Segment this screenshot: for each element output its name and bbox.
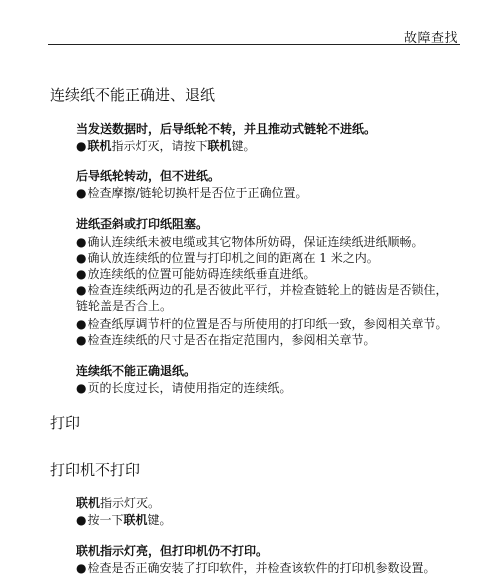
solution-line: [76, 315, 448, 332]
online-indicator-label: 联机: [76, 496, 101, 510]
solution-line-continued: [76, 297, 172, 314]
solution-text: 页的长度过长，请使用指定的连续纸。: [87, 381, 292, 395]
bullet-icon: ●: [76, 267, 87, 281]
solution-text: 键。: [231, 139, 256, 153]
problem-text: 指示灯灭。: [100, 496, 161, 510]
solution-line: [76, 281, 448, 298]
solution-text: 指示灯灭，请按下: [111, 139, 208, 153]
bullet-icon: ●: [76, 283, 87, 297]
header-title: 故障查找: [403, 31, 458, 46]
solution-line: [76, 379, 292, 396]
problem-title: 进纸歪斜或打印纸阻塞。: [76, 217, 209, 231]
section-title-continuous-paper: 连续纸不能正确进、退纸: [50, 86, 216, 104]
solution-line: [76, 511, 172, 528]
bullet-icon: ●: [76, 513, 87, 527]
bullet-icon: ●: [76, 333, 87, 347]
solution-line: [76, 265, 316, 282]
solution-line: [76, 331, 376, 348]
bullet-icon: ●: [76, 561, 87, 575]
solution-text: 确认连续纸未被电缆或其它物体所妨碍，保证连续纸进纸顺畅。: [87, 235, 424, 249]
problem-title: 当发送数据时，后导纸轮不转，并且推动式链轮不进纸。: [76, 122, 377, 136]
solution-text: 确认放连续纸的位置与打印机之间的距离在 1 米之内。: [87, 251, 379, 265]
bullet-icon: ●: [76, 251, 87, 265]
bullet-icon: ●: [76, 186, 87, 200]
solution-line: [76, 249, 379, 266]
problem-title: 后导纸轮转动，但不进纸。: [76, 169, 221, 183]
bullet-icon: ●: [76, 139, 87, 153]
problem-title: 连续纸不能正确退纸。: [76, 364, 197, 378]
online-key-label: 联机: [87, 139, 112, 153]
header-divider: [48, 44, 460, 45]
bullet-icon: ●: [76, 317, 87, 331]
section-title-printer-not-printing: 打印机不打印: [50, 461, 141, 479]
solution-line: [76, 184, 308, 201]
bullet-icon: ●: [76, 235, 87, 249]
solution-text: 检查纸厚调节杆的位置是否与所使用的打印纸一致，参阅相关章节。: [87, 317, 448, 331]
online-key-label: 联机: [207, 139, 232, 153]
solution-text: 按一下: [87, 513, 124, 527]
solution-text: 放连续纸的位置可能妨碍连续纸垂直进纸。: [87, 267, 316, 281]
section-title-printing: 打印: [50, 414, 81, 432]
solution-text: 检查是否正确安装了打印软件，并检查该软件的打印机参数设置。: [87, 561, 436, 575]
solution-text: 键。: [147, 513, 172, 527]
online-key-label: 联机: [123, 513, 148, 527]
solution-line: [76, 137, 256, 154]
bullet-icon: ●: [76, 381, 87, 395]
problem-title: [76, 494, 160, 511]
solution-text: 链轮盖是否合上。: [76, 299, 173, 313]
solution-line: [76, 233, 424, 250]
solution-text: 检查连续纸的尺寸是否在指定范围内，参阅相关章节。: [87, 333, 376, 347]
solution-text: 检查连续纸两边的孔是否彼此平行，并检查链轮上的链齿是否锁住，: [87, 283, 448, 297]
solution-text: 检查摩擦/链轮切换杆是否位于正确位置。: [87, 186, 308, 200]
problem-title: 联机指示灯亮，但打印机仍不打印。: [76, 544, 269, 558]
